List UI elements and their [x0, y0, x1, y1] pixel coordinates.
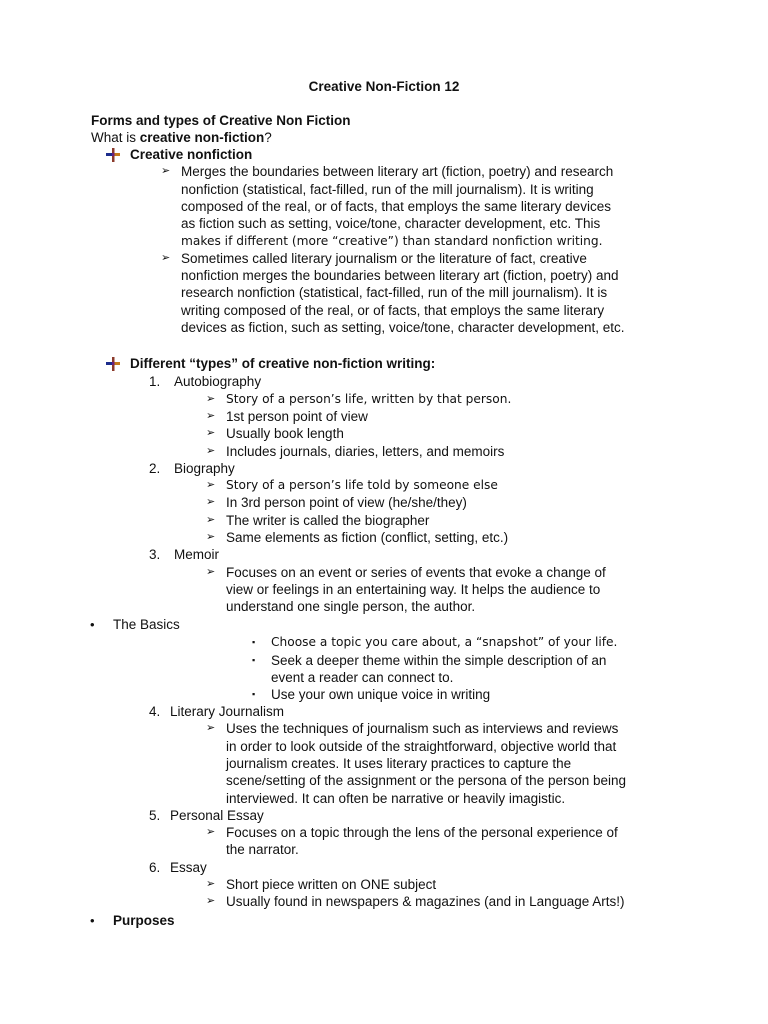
list-number: 4.	[149, 704, 161, 719]
arrow-bullet-icon: ➢	[206, 826, 216, 839]
point-text: understand one single person, the author.	[226, 599, 476, 615]
point-text: interviewed. It can often be narrative or heavily imagistic.	[226, 790, 566, 806]
arrow-bullet-icon: ➢	[206, 479, 216, 492]
point-text: Includes journals, diaries, letters, and memoirs	[226, 443, 505, 459]
bullet-text: Merges the boundaries between literary art (fiction, poetry) and research	[181, 164, 614, 180]
arrow-bullet-icon: ➢	[206, 565, 216, 578]
point-text: 1st person point of view	[226, 408, 368, 424]
bullet-text: nonfiction (statistical, fact-filled, run of the mill journalism). It is writing	[181, 181, 594, 197]
question-line	[91, 129, 272, 146]
bullet-text: nonfiction merges the boundaries between literary art (fiction, poetry) and	[181, 268, 619, 284]
point-text: scene/setting of the assignment or the persona of the person being	[226, 773, 627, 789]
arrow-bullet-icon: ➢	[206, 392, 216, 405]
point-text: In 3rd person point of view (he/she/they)	[226, 495, 467, 511]
square-bullet-icon: ▪	[252, 637, 256, 648]
point-text: journalism creates. It uses literary practices to capture the	[226, 755, 572, 771]
arrow-bullet-icon: ➢	[206, 427, 216, 440]
question-suffix: ?	[264, 130, 272, 145]
square-bullet-icon: ▪	[252, 654, 256, 665]
list-number: 2.	[149, 460, 161, 476]
point-text: The writer is called the biographer	[226, 512, 430, 528]
basics-text: Choose a topic you care about, a “snapshot” of your life.	[271, 635, 618, 650]
arrow-bullet-icon: ➢	[206, 878, 216, 890]
subsection-label: Different “types” of creative non-fiction writing:	[130, 356, 436, 371]
basics-text: Seek a deeper theme within the simple description of an	[271, 652, 607, 668]
basics-text: event a reader can connect to.	[271, 669, 454, 685]
point-text: the narrator.	[226, 842, 299, 858]
list-item-title: Essay	[170, 859, 207, 875]
point-text: Usually found in newspapers & magazines (and in Language Arts!)	[226, 894, 625, 910]
point-text: Short piece written on ONE subject	[226, 877, 437, 892]
list-number: 5.	[149, 807, 161, 823]
point-text: Usually book length	[226, 426, 344, 442]
bullet-text: Sometimes called literary journalism or the literature of fact, creative	[181, 250, 587, 266]
list-item-title: Literary Journalism	[170, 704, 285, 719]
arrow-bullet-icon: ➢	[161, 165, 171, 178]
bullet-text: research nonfiction (statistical, fact-filled, run of the mill journalism). It is	[181, 285, 608, 301]
list-number: 1.	[149, 374, 161, 390]
question-term: creative non-fiction	[139, 130, 265, 145]
basics-text: Use your own unique voice in writing	[271, 687, 491, 703]
bullet-text: as fiction such as setting, voice/tone, character development, etc. This	[181, 216, 601, 232]
list-item-title: Personal Essay	[170, 807, 264, 823]
list-item-title: Memoir	[174, 547, 220, 563]
section-heading: Forms and types of Creative Non Fiction	[91, 113, 351, 128]
point-text: Story of a person’s life, written by that person.	[226, 391, 512, 406]
question-prefix: What is	[91, 130, 140, 145]
cross-marker-icon	[106, 357, 120, 371]
bullet-text: composed of the real, or of facts, that employs the same literary devices	[181, 198, 611, 214]
bullet-dot-icon: •	[90, 617, 95, 632]
list-item-title: Biography	[174, 460, 235, 476]
square-bullet-icon: ▪	[252, 689, 256, 700]
subsection-label: Creative nonfiction	[130, 147, 253, 162]
cross-marker-icon	[106, 148, 120, 162]
arrow-bullet-icon: ➢	[206, 444, 216, 457]
point-text: Same elements as fiction (conflict, setting, etc.)	[226, 530, 509, 545]
arrow-bullet-icon: ➢	[161, 251, 171, 264]
arrow-bullet-icon: ➢	[206, 496, 216, 509]
point-text: Story of a person’s life told by someone else	[226, 478, 498, 493]
purposes-label: Purposes	[113, 913, 175, 928]
bullet-dot-icon: •	[90, 913, 95, 928]
list-item-title: Autobiography	[174, 374, 262, 390]
list-number: 3.	[149, 547, 161, 563]
point-text: Focuses on a topic through the lens of the personal experience of	[226, 825, 618, 841]
point-text: Uses the techniques of journalism such as interviews and reviews	[226, 721, 619, 737]
point-text: view or feelings in an entertaining way. It helps the audience to	[226, 581, 601, 597]
point-text: Focuses on an event or series of events that evoke a change of	[226, 564, 606, 580]
bullet-text: devices as fiction, such as setting, voice/tone, character development, etc.	[181, 320, 625, 335]
arrow-bullet-icon: ➢	[206, 722, 216, 735]
bullet-text: writing composed of the real, or of facts, that employs the same literary	[181, 302, 605, 318]
arrow-bullet-icon: ➢	[206, 531, 216, 543]
list-number: 6.	[149, 859, 161, 875]
basics-label: The Basics	[113, 617, 180, 632]
bullet-text: makes if different (more “creative”) than standard nonfiction writing.	[181, 233, 603, 248]
page-title: Creative Non-Fiction 12	[308, 79, 460, 94]
arrow-bullet-icon: ➢	[206, 409, 216, 422]
arrow-bullet-icon: ➢	[206, 513, 216, 526]
arrow-bullet-icon: ➢	[206, 895, 216, 908]
point-text: in order to look outside of the straightforward, objective world that	[226, 738, 617, 754]
